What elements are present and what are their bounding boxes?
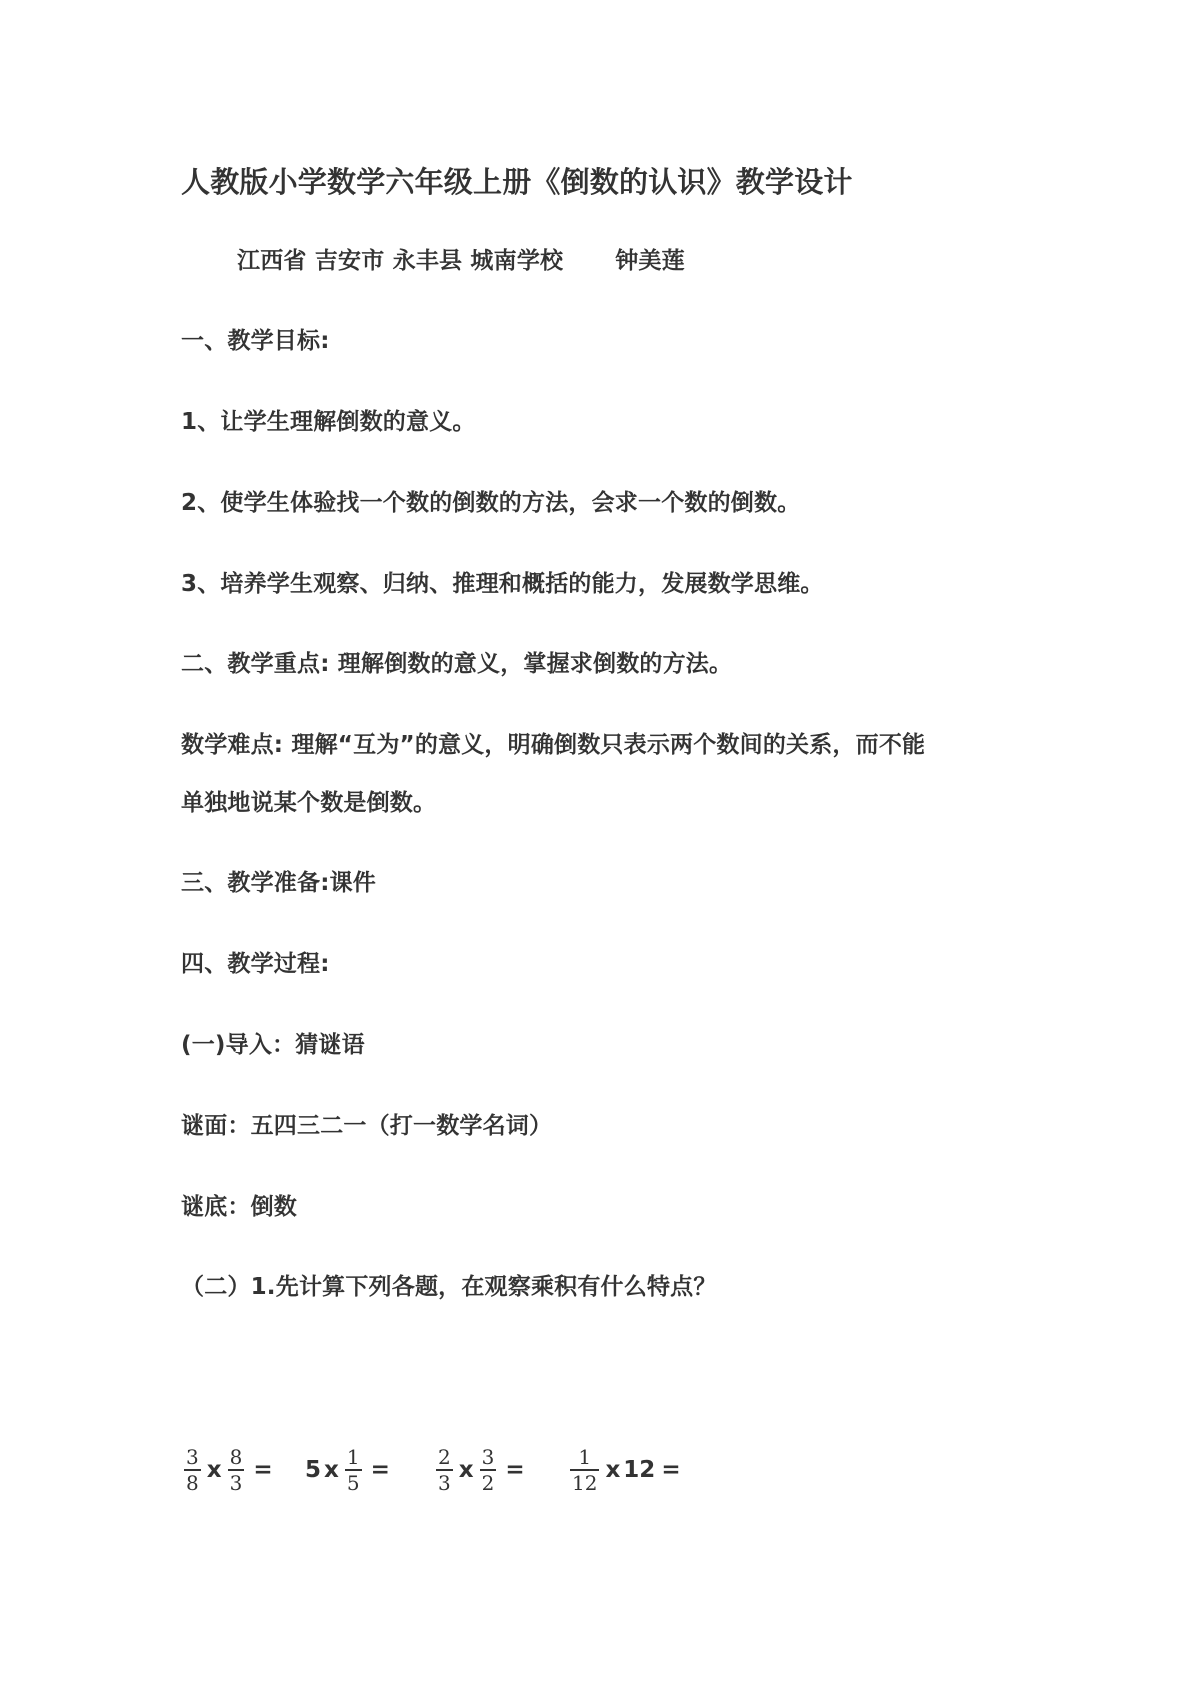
multiply-sign: x — [206, 1457, 222, 1483]
objective-item-1: 1、让学生理解倒数的意义。 — [181, 409, 476, 435]
fraction: $\frac{1}{12}$ — [572, 1445, 598, 1495]
multiply-sign: x — [458, 1457, 474, 1483]
equals-sign: = — [661, 1457, 681, 1483]
riddle-answer: 谜底：倒数 — [181, 1194, 297, 1220]
intro-heading: (一)导入：猜谜语 — [181, 1032, 365, 1058]
difficulty-line-continued: 单独地说某个数是倒数。 — [181, 790, 437, 816]
math-expression — [305, 1438, 390, 1502]
multiply-sign: x — [324, 1457, 339, 1483]
document-title: 人教版小学数学六年级上册《倒数的认识》教学设计 — [181, 165, 853, 199]
exercise-instruction: （二）1.先计算下列各题，在观察乘积有什么特点？ — [181, 1274, 717, 1300]
whole-number: 5 — [305, 1457, 322, 1483]
difficulty-line: 数学难点: 理解“互为”的意义，明确倒数只表示两个数间的关系，而不能 — [181, 732, 926, 758]
whole-number: 12 — [623, 1457, 656, 1483]
author-location: 江西省 吉安市 永丰县 城南学校 — [237, 248, 564, 274]
preparation-line: 三、教学准备:课件 — [181, 870, 376, 896]
objective-item-3: 3、培养学生观察、归纳、推理和概括的能力，发展数学思维。 — [181, 571, 824, 597]
equals-sign: = — [370, 1457, 390, 1483]
section-heading-objectives: 一、教学目标: — [181, 328, 330, 354]
fraction: $\frac{3}{2}$ — [481, 1445, 495, 1495]
author-name: 钟美莲 — [615, 248, 685, 274]
math-expression — [433, 1438, 525, 1502]
section-heading-process: 四、教学过程: — [181, 951, 330, 977]
author-line — [237, 246, 685, 276]
key-point-line: 二、教学重点: 理解倒数的意义，掌握求倒数的方法。 — [181, 651, 733, 677]
multiply-sign: x — [605, 1457, 621, 1483]
fraction: $\frac{1}{5}$ — [346, 1445, 360, 1495]
equals-sign: = — [505, 1457, 525, 1483]
math-expression — [567, 1438, 681, 1502]
riddle-question: 谜面：五四三二一（打一数学名词） — [181, 1113, 553, 1139]
math-expression — [181, 1438, 273, 1502]
objective-item-2: 2、使学生体验找一个数的倒数的方法，会求一个数的倒数。 — [181, 490, 801, 516]
fraction: $\frac{2}{3}$ — [438, 1445, 451, 1495]
fraction: $\frac{8}{3}$ — [229, 1445, 243, 1495]
fraction: $\frac{3}{8}$ — [186, 1445, 199, 1495]
equals-sign: = — [253, 1457, 273, 1483]
